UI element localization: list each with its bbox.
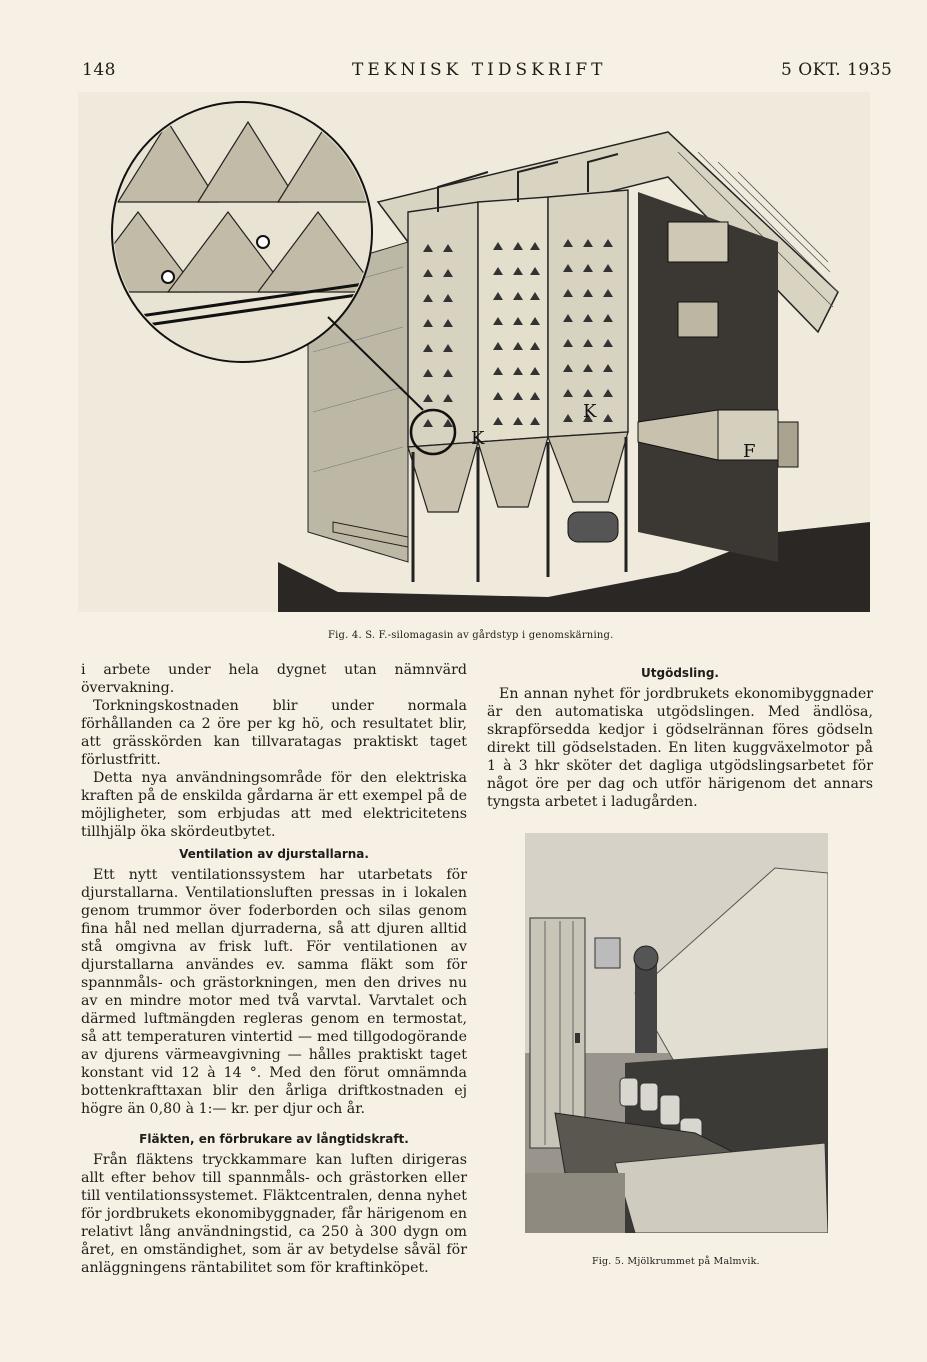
figure-5-photo [525,833,828,1233]
section-utgodsling [487,664,873,811]
figure-4-label-k1: K [471,428,485,449]
paragraph: i arbete under hela dygnet utan nämnvärd övervakning. [81,662,467,696]
figure-4-caption: Fig. 4. S. F.-silomagasin av gårdstyp i genomskärning. [328,630,614,641]
figure-4-illustration [78,92,870,612]
section-heading: Ventilation av djurstallarna. [179,847,369,861]
issue-date: 5 OKT. 1935 [781,60,893,80]
figure-4-label-f: F [743,441,756,462]
figure-5-caption: Fig. 5. Mjölkrummet på Malmvik. [592,1256,760,1267]
left-column-top [81,661,467,841]
journal-title: TEKNISK TIDSKRIFT [352,60,607,80]
page-number: 148 [82,60,116,80]
section-heading: Fläkten, en förbrukare av långtidskraft. [139,1132,409,1146]
paragraph: Från fläktens tryckkammare kan luften dirigeras allt efter behov till spannmåls- och grästorken eller till ventilationssystemet. Fläktcentralen, denna nyhet för jordbrukets ekonomibyggnader, får härigenom en relativt lång användningstid, ca 250 à 300 dygn om året, en omständighet, som är av betydelse såväl för anläggningens räntabilitet som för kraftinköpet. [81,1152,467,1276]
paragraph: Ett nytt ventilationssystem har utarbetats för djurstallarna. Ventilationsluften pressas in i lokalen genom trummor över foderborden och silas genom fina hål ned mellan djurraderna, så att djuren alltid stå omgivna av frisk luft. För ventilationen av djurstallarna användes ev. samma fläkt som för spannmåls- och grästorkningen, men den drives nu av en mindre motor med två varvtal. Varvtalet och därmed luftmängden regleras genom en termostat, så att temperaturen vintertid — med tillgodogörande av djurens värmeavgivning — hålles praktiskt taget konstant vid 12 à 14 °. Med den förut omnämnda bottenkrafttaxan blir den årliga driftkostnaden ej högre än 0,80 à 1:— kr. per djur och år. [81,867,467,1117]
figure-4-label-k2: K [583,401,597,422]
paragraph: Torkningskostnaden blir under normala förhållanden ca 2 öre per kg hö, och resultatet blir, att grässkörden kan tillvaratagas praktiskt taget förlustfritt. [81,698,467,768]
paragraph: Detta nya användningsområde för den elektriska kraften på de enskilda gårdarna är ett exempel på de möjligheter, som erbjudas att med elektricitetens tillhjälp öka skördeutbytet. [81,770,467,840]
section-heading: Utgödsling. [641,666,719,680]
left-column-bottom [81,845,467,1277]
paragraph: En annan nyhet för jordbrukets ekonomibyggnader är den automatiska utgödslingen. Med ändlösa, skrapförsedda kedjor i gödselrännan föres gödseln direkt till gödselstaden. En liten kuggväxelmotor på 1 à 3 hkr sköter det dagliga utgödslingsarbetet för något öre per dag och utför härigenom det annars tyngsta arbetet i ladugården. [487,686,873,810]
